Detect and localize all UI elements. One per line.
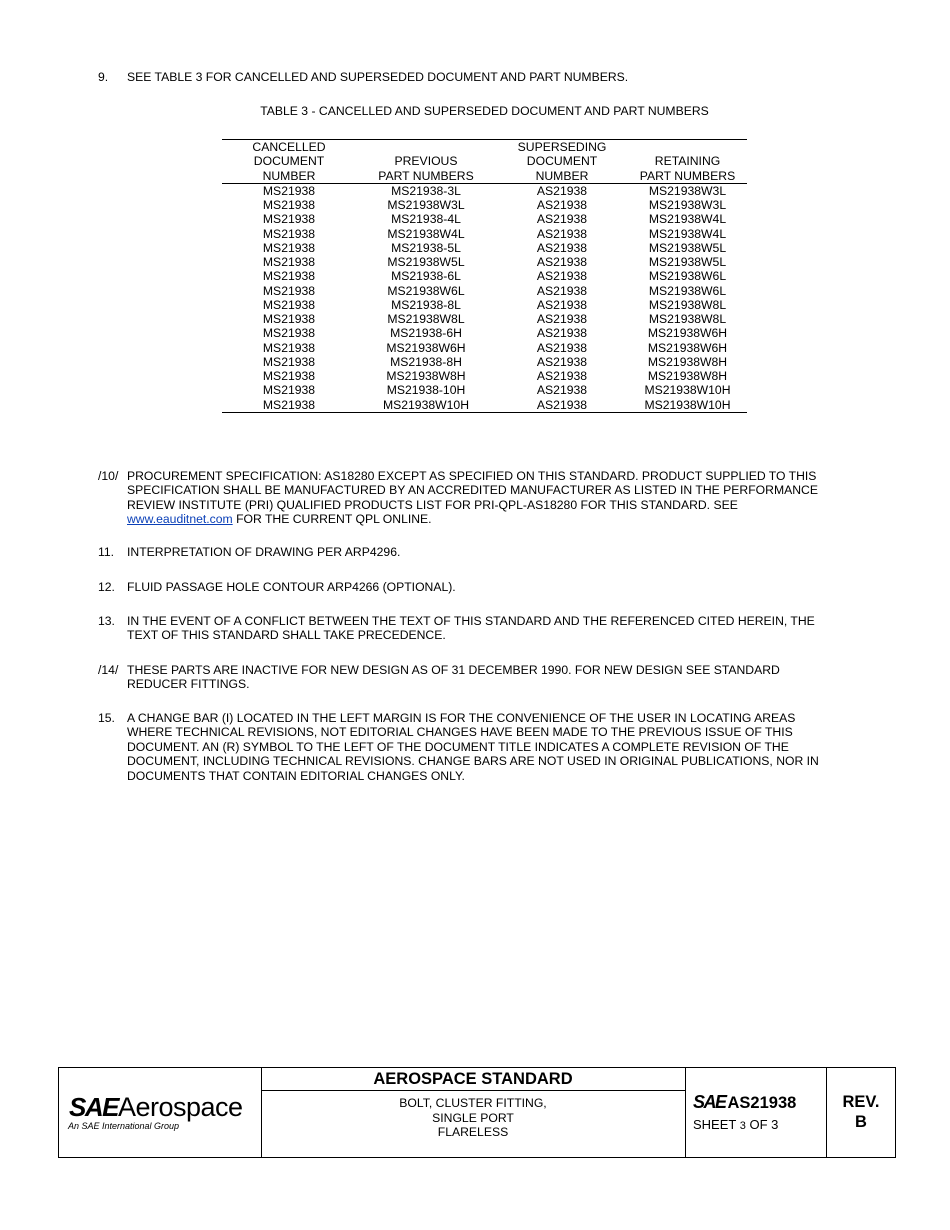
table-row (222, 341, 747, 355)
table-cell: MS21938 (262, 198, 316, 213)
table-cell: MS21938W6L (648, 269, 727, 284)
table-3 (222, 139, 747, 413)
table-cell: MS21938W3L (387, 198, 465, 213)
table-cell: MS21938 (262, 369, 316, 384)
document-number: AS21938 (727, 1094, 797, 1112)
table-cell: MS21938 (262, 255, 316, 270)
table-row (222, 312, 747, 326)
table-cell: MS21938W8H (386, 369, 466, 384)
note-line: TEXT OF THIS STANDARD SHALL TAKE PRECEDENCE. (127, 628, 446, 643)
note-text: SEE TABLE 3 FOR CANCELLED AND SUPERSEDED DOCUMENT AND PART NUMBERS. (127, 70, 629, 84)
note-line: DOCUMENTS THAT CONTAIN EDITORIAL CHANGES ONLY. (127, 768, 465, 783)
table-cell: MS21938 (222, 398, 356, 413)
table-row (222, 198, 747, 212)
table-cell: MS21938 (262, 340, 316, 355)
note-line: IN THE EVENT OF A CONFLICT BETWEEN THE TEXT OF THIS STANDARD AND THE REFERENCED CITED HEREIN, THE (127, 614, 815, 628)
table-row (222, 398, 747, 413)
table-row (222, 369, 747, 383)
note-number: 11. (98, 545, 115, 559)
table-cell: AS21938 (536, 198, 588, 213)
note-10 (98, 469, 848, 527)
table-cell: MS21938W5L (648, 240, 727, 255)
table-cell: AS21938 (536, 226, 588, 241)
note-line: DOCUMENT, INCLUDING TECHNICAL REVISIONS. CHANGE BARS ARE NOT USED IN ORIGINAL PUBLICATIONS, NOR IN (127, 754, 819, 769)
column-header: DOCUMENT (526, 154, 598, 169)
table-cell: AS21938 (536, 312, 588, 327)
note-number: /10/ (98, 469, 119, 483)
note-line-rest: FOR THE CURRENT QPL ONLINE. (232, 512, 432, 527)
table-cell: MS21938-6L (391, 269, 461, 284)
note-line: A CHANGE BAR (I) LOCATED IN THE LEFT MARGIN IS FOR THE CONVENIENCE OF THE USER IN LOCATING AREAS (127, 711, 796, 725)
table-cell: MS21938-3L (391, 183, 461, 198)
table-cell: MS21938-5L (391, 240, 461, 255)
note-number: /14/ (98, 663, 119, 677)
sae-aerospace-logo (59, 1068, 262, 1157)
table-cell: MS21938W8H (647, 369, 728, 384)
table-cell: MS21938W3L (648, 198, 727, 213)
table-cell: MS21938-4L (391, 212, 461, 227)
table-cell: MS21938 (262, 297, 316, 312)
table-cell: MS21938W6H (386, 340, 466, 355)
table-cell: AS21938 (536, 297, 588, 312)
table-cell: MS21938 (262, 212, 316, 227)
title-block (58, 1067, 896, 1158)
description-line: BOLT, CLUSTER FITTING, (399, 1096, 547, 1110)
table-row (222, 284, 747, 298)
table-cell: AS21938 (536, 212, 588, 227)
table-caption: TABLE 3 - CANCELLED AND SUPERSEDED DOCUMENT AND PART NUMBERS (260, 104, 709, 118)
revision-cell (826, 1068, 896, 1157)
table-cell: AS21938 (536, 255, 588, 270)
table-cell: AS21938 (536, 340, 588, 355)
table-cell: MS21938W4L (648, 212, 727, 227)
table-cell: MS21938-10H (386, 383, 466, 398)
column-header (628, 140, 747, 155)
table-cell: MS21938W5L (648, 255, 727, 270)
column-header: SUPERSEDING (496, 140, 628, 155)
column-header (356, 140, 496, 155)
note-12 (98, 580, 848, 594)
sheet-info (693, 1117, 778, 1132)
table-row (222, 326, 747, 340)
table-row (222, 241, 747, 255)
table-cell: AS21938 (536, 240, 588, 255)
table-row (222, 298, 747, 312)
table-row (222, 212, 747, 226)
note-9 (98, 70, 848, 84)
table-cell: MS21938W5L (387, 255, 465, 270)
sheet-total: OF 3 (749, 1117, 779, 1132)
eauditnet-link[interactable]: www.eauditnet.com (127, 512, 233, 527)
table-row (222, 227, 747, 241)
note-number: 12. (98, 580, 115, 594)
table-cell: MS21938W8L (648, 312, 727, 327)
logo-tagline: An SAE International Group (68, 1121, 180, 1131)
table-header-row (222, 154, 747, 168)
table-cell: MS21938 (262, 312, 316, 327)
note-line: REVIEW INSTITUTE (PRI) QUALIFIED PRODUCTS LIST FOR PRI-QPL-AS18280 FOR THIS STANDARD. SEE (127, 497, 738, 512)
table-cell: AS21938 (536, 269, 588, 284)
column-header: RETAINING (654, 154, 721, 169)
note-11 (98, 545, 848, 559)
table-cell: MS21938 (262, 269, 316, 284)
note-text: FLUID PASSAGE HOLE CONTOUR ARP4266 (OPTIONAL). (127, 580, 456, 594)
column-header: PART NUMBERS (356, 169, 496, 184)
table-cell: MS21938W6L (648, 283, 727, 298)
document-number-cell (685, 1068, 827, 1157)
table-cell: AS21938 (536, 383, 588, 398)
table-cell: AS21938 (496, 398, 628, 413)
table-cell: MS21938 (262, 326, 316, 341)
description-line: SINGLE PORT (432, 1110, 514, 1125)
note-line (127, 512, 848, 526)
table-cell: MS21938W6H (647, 326, 728, 341)
table-cell: AS21938 (536, 326, 588, 341)
table-cell: MS21938W4L (387, 226, 465, 241)
note-line: WHERE TECHNICAL REVISIONS, NOT EDITORIAL CHANGES HAVE BEEN MADE TO THE PREVIOUS ISSUE OF THIS (127, 725, 793, 740)
table-cell: MS21938 (262, 183, 316, 198)
table-cell: MS21938W6H (647, 340, 728, 355)
revision-value: B (855, 1113, 867, 1131)
table-row (222, 269, 747, 283)
table-cell: MS21938W10H (644, 383, 731, 398)
table-cell: MS21938 (262, 383, 316, 398)
note-line: PROCUREMENT SPECIFICATION: AS18280 EXCEPT AS SPECIFIED ON THIS STANDARD. PRODUCT SUPPLIED TO THIS (127, 469, 817, 483)
table-cell: MS21938 (262, 354, 316, 369)
column-header: PART NUMBERS (628, 169, 747, 184)
table-row (222, 255, 747, 269)
column-header: PREVIOUS (394, 154, 458, 169)
table-cell: MS21938W8L (387, 312, 465, 327)
doc-sae-mark: SAE (693, 1092, 726, 1112)
table-cell: AS21938 (536, 183, 588, 198)
part-description (261, 1096, 685, 1140)
table-cell: AS21938 (536, 369, 588, 384)
table-cell: MS21938 (262, 240, 316, 255)
note-number: 9. (98, 70, 109, 84)
description-line: FLARELESS (437, 1125, 509, 1139)
note-line: SPECIFICATION SHALL BE MANUFACTURED BY AN ACCREDITED MANUFACTURER AS LISTED IN THE PERFORMANCE (127, 483, 818, 498)
table-cell: MS21938W6L (387, 283, 465, 298)
note-14 (98, 663, 848, 692)
standard-heading: AEROSPACE STANDARD (261, 1068, 685, 1091)
table-cell: MS21938-6H (390, 326, 462, 341)
column-header: NUMBER (496, 169, 628, 184)
table-cell: MS21938W8H (647, 354, 728, 369)
note-number: 13. (98, 614, 115, 628)
column-header: DOCUMENT (253, 154, 325, 169)
logo-wordmark: Aerospace (117, 1092, 243, 1122)
table-cell: MS21938 (262, 283, 316, 298)
sheet-number: 3 (739, 1120, 746, 1132)
note-line: REDUCER FITTINGS. (127, 677, 250, 692)
table-cell: MS21938-8H (390, 354, 462, 369)
table-cell: MS21938W3L (648, 183, 727, 198)
table-header-row (222, 169, 747, 184)
table-cell: MS21938W4L (648, 226, 727, 241)
column-header: CANCELLED (222, 140, 356, 155)
revision-label: REV. (842, 1093, 880, 1111)
sheet-label: SHEET (693, 1117, 737, 1132)
note-text: INTERPRETATION OF DRAWING PER ARP4296. (127, 545, 401, 559)
table-row (222, 383, 747, 397)
table-cell: AS21938 (536, 283, 588, 298)
table-cell: MS21938-8L (391, 297, 461, 312)
note-line: THESE PARTS ARE INACTIVE FOR NEW DESIGN AS OF 31 DECEMBER 1990. FOR NEW DESIGN SEE STANDARD (127, 663, 780, 677)
note-line: DOCUMENT. AN (R) SYMBOL TO THE LEFT OF THE DOCUMENT TITLE INDICATES A COMPLETE REVISION OF THE (127, 739, 789, 754)
note-15 (98, 711, 848, 783)
column-header: NUMBER (222, 169, 356, 184)
table-cell: MS21938 (262, 226, 316, 241)
note-13 (98, 614, 848, 643)
table-cell: AS21938 (536, 354, 588, 369)
table-header-row (222, 140, 747, 155)
title-cell (261, 1068, 686, 1157)
table-cell: MS21938W10H (628, 398, 747, 413)
note-number: 15. (98, 711, 115, 725)
table-cell: MS21938W10H (356, 398, 496, 413)
table-cell: MS21938W8L (648, 297, 727, 312)
logo-sae-mark: SAE (69, 1092, 118, 1122)
table-row (222, 355, 747, 369)
table-row (222, 183, 747, 198)
